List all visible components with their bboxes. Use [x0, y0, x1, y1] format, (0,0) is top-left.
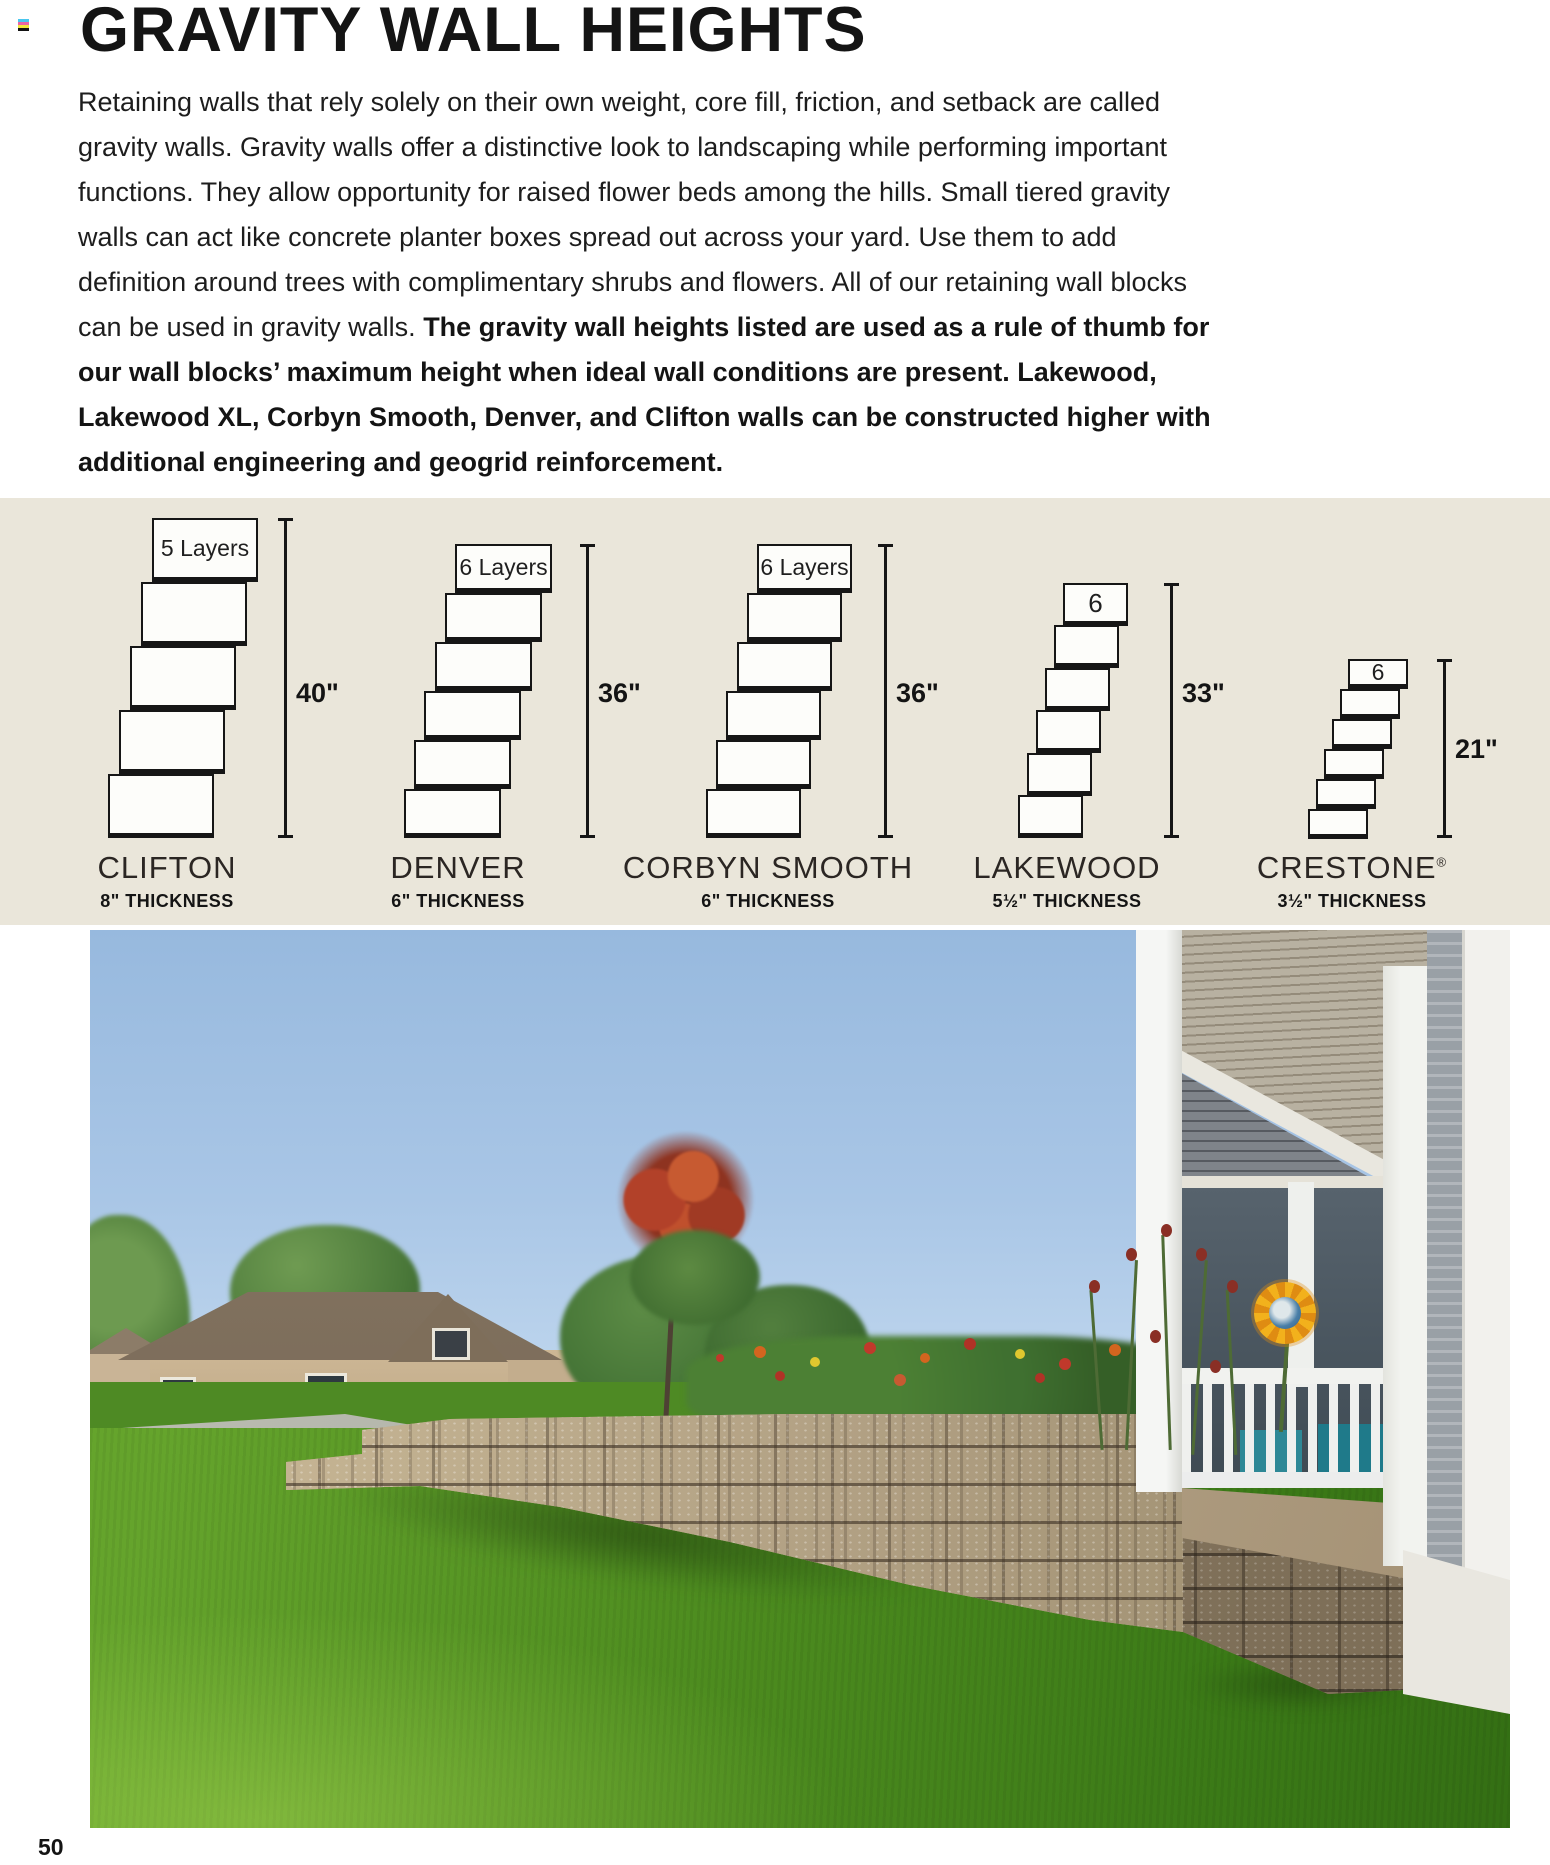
wall-block	[108, 774, 214, 838]
wall-block	[435, 642, 532, 691]
page-title: GRAVITY WALL HEIGHTS	[80, 0, 867, 65]
coneflower	[1196, 1248, 1207, 1261]
wall-block	[726, 691, 821, 740]
gable-window	[432, 1328, 470, 1360]
intro-text-bold: The gravity wall heights listed are used as a rule of thumb for our wall blocks’ maximum height when ideal wall conditions are present. Lakewood, Lakewood XL, Corbyn Smooth, Denver, and Clifton walls can be constructed higher with additional engineering and geogrid reinforcement.	[78, 312, 1211, 477]
wall-name-crestone	[1257, 850, 1447, 886]
wall-block	[119, 710, 225, 774]
wall-block	[1018, 795, 1083, 838]
porch-column	[1136, 930, 1182, 1492]
coneflower	[1210, 1360, 1221, 1373]
flowers	[716, 1354, 724, 1362]
height-label: 21"	[1455, 734, 1498, 764]
wall-block	[424, 691, 521, 740]
wall-block	[152, 518, 258, 582]
page-number: 50	[38, 1834, 64, 1860]
wall-block	[445, 593, 542, 642]
sunflower-ornament	[1254, 1282, 1316, 1344]
coneflower	[1161, 1224, 1172, 1237]
coneflower	[1150, 1330, 1161, 1343]
wall-block	[455, 544, 552, 593]
wall-thickness: 5½" THICKNESS	[992, 891, 1142, 911]
wall-block	[130, 646, 236, 710]
wall-thickness: 3½" THICKNESS	[1277, 891, 1427, 911]
corner-post	[1383, 966, 1427, 1566]
wall-name-lakewood: LAKEWOOD	[973, 850, 1161, 885]
height-measure-line	[586, 544, 589, 838]
railing-bottom-rail	[1182, 1472, 1403, 1488]
wall-block	[1348, 659, 1408, 689]
porch-railing	[1182, 1368, 1403, 1488]
print-registration-icon	[18, 19, 29, 31]
wall-block	[1316, 779, 1376, 809]
wall-block	[1054, 625, 1119, 668]
wall-block	[1036, 710, 1101, 753]
black-stripe	[18, 28, 29, 31]
wall-block	[757, 544, 852, 593]
wall-name-text: CRESTONE	[1256, 850, 1437, 885]
wall-block	[404, 789, 501, 838]
height-measure-line	[284, 518, 287, 838]
tree-leaves	[630, 1230, 760, 1325]
wall-block	[1308, 809, 1368, 839]
height-label: 36"	[598, 678, 641, 708]
layers-label: 6 Layers	[459, 553, 548, 580]
wall-thickness: 8" THICKNESS	[100, 891, 234, 911]
registered-trademark-symbol: ®	[1436, 854, 1448, 870]
wall-name-denver: DENVER	[390, 850, 526, 885]
wall-block	[1324, 749, 1384, 779]
layers-label: 6	[1371, 659, 1385, 685]
wall-thickness: 6" THICKNESS	[391, 891, 525, 911]
wall-block	[1340, 689, 1400, 719]
height-label: 36"	[896, 678, 939, 708]
wall-block	[716, 740, 811, 789]
wall-name-clifton: CLIFTON	[97, 850, 237, 885]
gravity-wall-heights-diagram	[0, 498, 1550, 925]
wall-block	[414, 740, 511, 789]
house-siding	[1427, 930, 1462, 1578]
height-label: 33"	[1182, 678, 1225, 708]
layers-label: 5 Layers	[160, 535, 250, 561]
wall-block	[1063, 583, 1128, 626]
wall-block	[1332, 719, 1392, 749]
layers-label: 6 Layers	[760, 553, 849, 580]
wall-block	[1045, 668, 1110, 711]
height-label: 40"	[296, 678, 339, 708]
wall-block	[737, 642, 832, 691]
coneflower	[1126, 1248, 1137, 1261]
wall-block	[141, 582, 247, 646]
wall-name-corbyn-smooth: CORBYN SMOOTH	[622, 850, 914, 885]
intro-text: Retaining walls that rely solely on their own weight, core fill, friction, and setback are called gravity walls. Gravity walls offer a distinctive look to landscaping while performing important functions. They allow opportunity for raised flower beds among the hills. Small tiered gravity walls can act like concrete planter boxes spread out across your yard. Use them to add definition around trees with complimentary shrubs and flowers. All of our retaining wall blocks can be used in gravity walls.	[78, 87, 1188, 342]
coneflower	[1089, 1280, 1100, 1293]
railing-balusters	[1182, 1384, 1403, 1472]
height-measure-line	[884, 544, 887, 838]
corner-trim	[1462, 930, 1510, 1598]
wall-block	[1027, 753, 1092, 796]
coneflower	[1227, 1280, 1238, 1293]
height-measure-line	[1443, 659, 1446, 838]
wall-block	[706, 789, 801, 838]
wall-block	[747, 593, 842, 642]
intro-paragraph	[78, 80, 1228, 485]
retaining-wall-photo	[90, 930, 1510, 1828]
layers-label: 6	[1088, 587, 1103, 618]
wall-thickness: 6" THICKNESS	[701, 891, 835, 911]
height-measure-line	[1170, 583, 1173, 838]
